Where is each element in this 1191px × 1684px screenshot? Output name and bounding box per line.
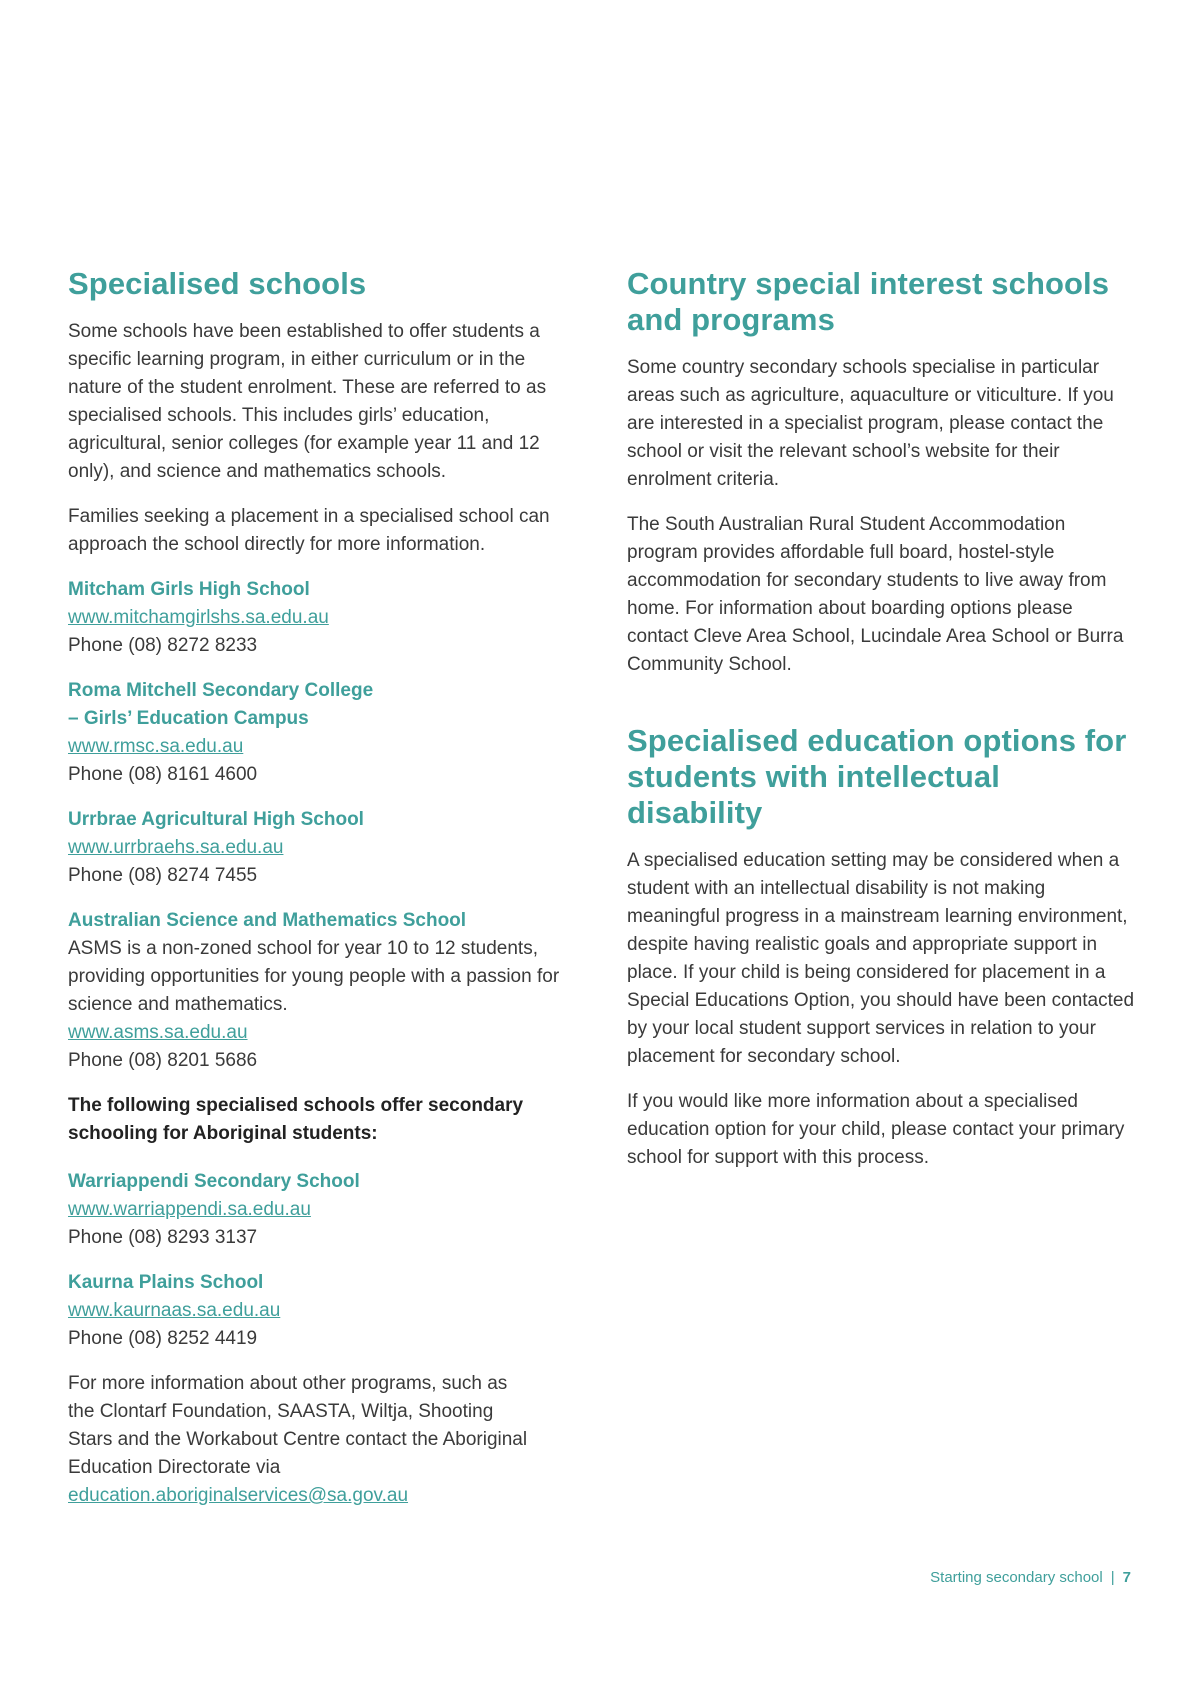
special-education-paragraph-2: If you would like more information about a specialised education option for your child, please contact your primary school for support with this process. — [627, 1091, 1125, 1168]
school-name: Australian Science and Mathematics School — [68, 910, 467, 931]
country-programs-title: Country special interest schools and programs — [627, 266, 1110, 337]
school-name: Kaurna Plains School — [68, 1272, 264, 1293]
school-website-link[interactable]: www.mitchamgirlshs.sa.edu.au — [68, 607, 329, 628]
school-phone: Phone (08) 8161 4600 — [68, 764, 258, 785]
school-phone: Phone (08) 8293 3137 — [68, 1227, 258, 1248]
page-number: 7 — [1122, 1569, 1131, 1586]
school-description: ASMS is a non-zoned school for year 10 to 12 students, providing opportunities for young people with a passion for science and mathematics. — [68, 938, 560, 1015]
families-paragraph: Families seeking a placement in a specialised school can approach the school directly for more information. — [68, 506, 550, 555]
school-name-line1: Roma Mitchell Secondary College — [68, 680, 374, 701]
school-entry-asms — [68, 907, 568, 1075]
aboriginal-services-email-link[interactable]: education.aboriginalservices@sa.gov.au — [68, 1485, 409, 1506]
school-name: Mitcham Girls High School — [68, 579, 310, 600]
more-info-text: For more information about other programs, such as the Clontarf Foundation, SAASTA, Wiltja, Shooting Stars and the Workabout Centre contact the Aboriginal Education Directorate via — [68, 1373, 528, 1478]
footer-separator: | — [1110, 1569, 1115, 1586]
page-footer — [930, 1569, 1131, 1587]
school-website-link[interactable]: www.rmsc.sa.edu.au — [68, 736, 244, 757]
school-website-link[interactable]: www.warriappendi.sa.edu.au — [68, 1199, 311, 1220]
school-phone: Phone (08) 8252 4419 — [68, 1328, 258, 1349]
school-name: Warriappendi Secondary School — [68, 1171, 360, 1192]
specialised-schools-title: Specialised schools — [68, 266, 367, 301]
school-website-link[interactable]: www.kaurnaas.sa.edu.au — [68, 1300, 281, 1321]
school-entry-warriappendi — [68, 1168, 568, 1252]
school-phone: Phone (08) 8274 7455 — [68, 865, 258, 886]
footer-label: Starting secondary school — [930, 1569, 1103, 1586]
school-name: Urrbrae Agricultural High School — [68, 809, 364, 830]
school-entry-mitcham — [68, 576, 568, 660]
aboriginal-schools-heading: The following specialised schools offer secondary schooling for Aboriginal students: — [68, 1095, 524, 1144]
country-programs-paragraph-1: Some country secondary schools specialise in particular areas such as agriculture, aquaculture or viticulture. If you are interested in a specialist program, please contact the school or visit the relevant school’s website for their enrolment criteria. — [627, 357, 1114, 490]
school-phone: Phone (08) 8201 5686 — [68, 1050, 258, 1071]
school-entry-kaurna-plains — [68, 1269, 568, 1353]
specialised-schools-intro: Some schools have been established to offer students a specific learning program, in either curriculum or in the nature of the student enrolment. These are referred to as specialised schools. This includes girls’ education, agricultural, senior colleges (for example year 11 and 12 only), and science and mathematics schools. — [68, 321, 547, 482]
special-education-title: Specialised education options for students with intellectual disability — [627, 723, 1127, 830]
left-column — [68, 266, 568, 1510]
school-phone: Phone (08) 8272 8233 — [68, 635, 258, 656]
more-info-paragraph — [68, 1370, 538, 1510]
school-name-line2: – Girls’ Education Campus — [68, 708, 309, 729]
school-website-link[interactable]: www.urrbraehs.sa.edu.au — [68, 837, 284, 858]
special-education-paragraph-1: A specialised education setting may be considered when a student with an intellectual disability is not making meaningful progress in a mainstream learning environment, despite having realistic goals and appropriate support in place. If your child is being considered for placement in a Special Educations Option, you should have been contacted by your local student support services in relation to your placement for secondary school. — [627, 850, 1135, 1067]
school-entry-urrbrae — [68, 806, 568, 890]
school-entry-roma-mitchell — [68, 677, 568, 789]
school-website-link[interactable]: www.asms.sa.edu.au — [68, 1022, 248, 1043]
right-column — [627, 266, 1137, 1172]
country-programs-paragraph-2: The South Australian Rural Student Accommodation program provides affordable full board, hostel-style accommodation for secondary students to live away from home. For information about boarding options please contact Cleve Area School, Lucindale Area School or Burra Community School. — [627, 514, 1124, 675]
